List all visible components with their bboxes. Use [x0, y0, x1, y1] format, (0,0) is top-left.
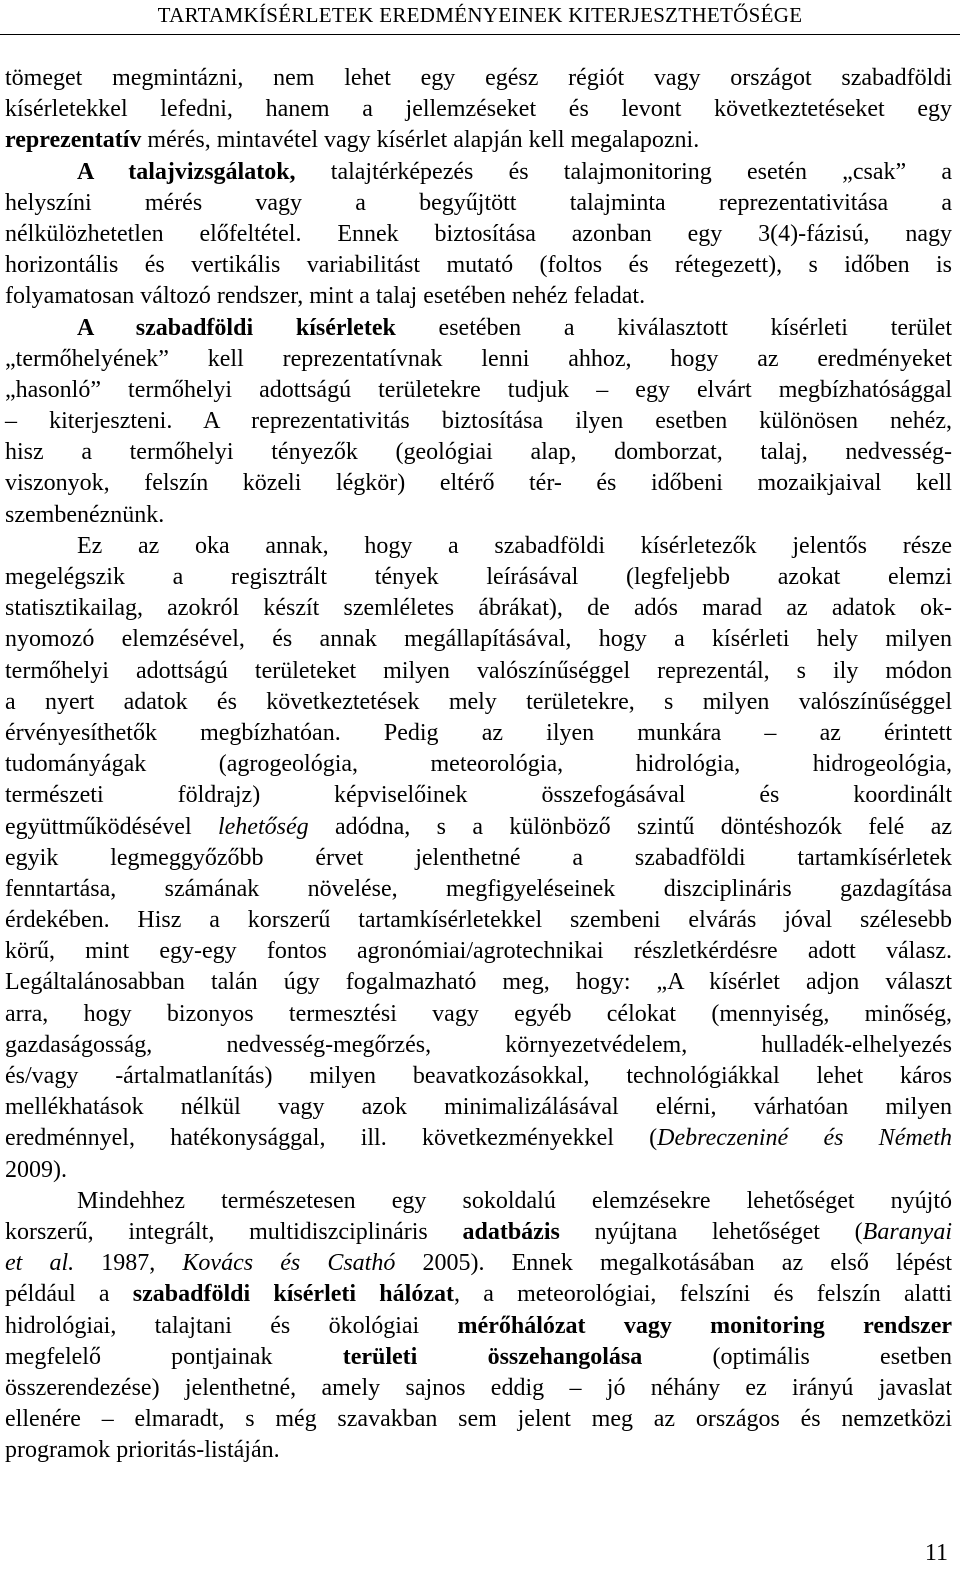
text-line: hisz a termőhelyi tényezők (geológiai alap, domborzat, talaj, nedvesség- [5, 439, 952, 466]
bold-term: A talajvizsgálatok, [77, 158, 296, 185]
text-line: gazdaságosság, nedvesség-megőrzés, környezetvédelem, hulladék-elhelyezés [5, 1031, 952, 1058]
text-line: Legáltalánosabban talán úgy fogalmazható meg, hogy: „A kísérlet adjon választ [5, 969, 952, 996]
text-line: tudományágak (agrogeológia, meteorológia, hidrológia, hidrogeológia, [5, 751, 952, 778]
running-title: TARTAMKÍSÉRLETEK EREDMÉNYEINEK KITERJESZTHETŐSÉGE [157, 3, 803, 27]
text-line: – kiterjeszteni. A reprezentativitás biztosítása ilyen esetben különösen nehéz, [5, 408, 952, 435]
text-line: „termőhelyének” kell reprezentatívnak lenni ahhoz, hogy az eredményeket [5, 345, 952, 372]
text-line: „hasonló” termőhelyi adottságú területekre tudjuk – egy elvárt megbízhatósággal [5, 376, 952, 403]
text-line: megfelelő pontjainak területi összehangolása (optimális esetben [5, 1343, 953, 1370]
text-line: helyszíni mérés vagy a begyűjtött talajminta reprezentativitása a [5, 189, 952, 216]
text-line: programok prioritás-listáján. [5, 1437, 280, 1464]
citation-etal: et al. [5, 1250, 75, 1277]
text-line: hidrológiai, talajtani és ökológiai mérőhálózat vagy monitoring rendszer [5, 1312, 952, 1339]
text-line: nélkülözhetetlen előfeltétel. Ennek biztosítása azonban egy 3(4)-fázisú, nagy [5, 220, 952, 247]
text-line: mellékhatások nélkül vagy azok minimalizálásával elérni, várhatóan milyen [5, 1094, 952, 1121]
text-line: A szabadföldi kísérletek esetében a kiválasztott kísérleti terület [77, 314, 952, 341]
text-line: termőhelyi adottságú területeket milyen valószínűséggel reprezentál, s ily módon [5, 657, 952, 684]
text-line: folyamatosan változó rendszer, mint a talaj esetében nehéz feladat. [5, 283, 646, 310]
text-line: együttműködésével lehetőség adódna, s a különböző szintű döntéshozók felé az [5, 813, 952, 840]
bold-term: mérőhálózat vagy monitoring rendszer [457, 1312, 952, 1339]
text-line: és/vagy -ártalmatlanítás) milyen beavatkozásokkal, technológiákkal lehet káros [5, 1063, 952, 1089]
text-line: korszerű, integrált, multidiszciplináris adatbázis nyújtana lehetőséget (Baranyai [5, 1218, 952, 1245]
text-line: horizontális és vertikális variabilitást mutató (foltos és rétegezett), s időben is [5, 252, 952, 279]
bold-term: adatbázis [462, 1218, 560, 1245]
text-line: fenntartása, számának növelése, megfigyeléseinek diszciplináris gazdagítása [5, 875, 952, 902]
citation-authors: Baranyai [862, 1218, 952, 1245]
text-line: összerendezése) jelenthetné, amely sajnos eddig – jó néhány ez irányú javaslat [5, 1374, 952, 1401]
text-line: eredménnyel, hatékonysággal, ill. következményekkel (Debreczeniné és Németh [5, 1125, 952, 1152]
text-line: érvényesíthetők megbízhatóan. Pedig az ilyen munkára – az érintett [5, 719, 952, 746]
text-line: körű, mint egy-egy fontos agronómiai/agrotechnikai részletkérdésre adott válasz. [5, 938, 952, 965]
text-line: érdekében. Hisz a korszerű tartamkísérletekkel szembeni elvárás jóval szélesebb [5, 907, 952, 934]
running-header [0, 0, 960, 35]
bold-term: A szabadföldi kísérletek [77, 314, 396, 341]
body-text [5, 63, 952, 1466]
text-line: szembenéznünk. [5, 501, 165, 528]
text-line: statisztikailag, azokról készít szemléletes ábrákat), de adós marad az adatok ok- [5, 595, 952, 622]
text-line: viszonyok, felszín közeli légkör) eltérő tér- és időbeni mozaikjaival kell [5, 470, 952, 497]
italic-term: lehetőség [217, 813, 309, 840]
text-line: egyik legmeggyőzőbb érvet jelenthetné a szabadföldi tartamkísérletek [5, 844, 952, 871]
text-line: A talajvizsgálatok, talajtérképezés és talajmonitoring esetén „csak” a [77, 158, 953, 185]
text-line: reprezentatív mérés, mintavétel vagy kísérlet alapján kell megalapozni. [5, 127, 700, 154]
text-line: arra, hogy bizonyos termesztési vagy egyéb célokat (mennyiség, minőség, [5, 1000, 952, 1027]
citation-authors: Debreczeniné és Németh [657, 1125, 952, 1152]
text-line: nyomozó elemzésével, és annak megállapításával, hogy a kísérleti hely milyen [5, 626, 952, 653]
text-line: természeti földrajz) képviselőinek összefogásával és koordinált [5, 782, 952, 809]
text-line: például a szabadföldi kísérleti hálózat, a meteorológiai, felszíni és felszín alatti [5, 1281, 952, 1308]
text-line: ellenére – elmaradt, s még szavakban sem jelent meg az országos és nemzetközi [5, 1406, 952, 1433]
text-line: Ez az oka annak, hogy a szabadföldi kísérletezők jelentős része [77, 532, 952, 559]
text-line: tömeget megmintázni, nem lehet egy egész régiót vagy országot szabadföldi [5, 65, 952, 91]
text-line: Mindehhez természetesen egy sokoldalú elemzésekre lehetőséget nyújtó [77, 1187, 952, 1214]
citation-authors: Kovács és Csathó [182, 1250, 396, 1277]
bold-term: szabadföldi kísérleti hálózat [132, 1281, 454, 1308]
bold-term: reprezentatív [5, 127, 142, 154]
text-line: megelégszik a regisztrált tények leírásával (legfeljebb azokat elemzi [5, 564, 952, 590]
page-number: 11 [924, 1540, 948, 1566]
text-line: et al. 1987, Kovács és Csathó 2005). Ennek megalkotásában az első lépést [5, 1250, 953, 1277]
text-line: kísérletekkel lefedni, hanem a jellemzéseket és levont következtetéseket egy [5, 96, 952, 123]
bold-term: területi összehangolása [342, 1343, 643, 1370]
text-line: a nyert adatok és következtetések mely területekre, s milyen valószínűséggel [5, 688, 952, 715]
text-line: 2009). [5, 1156, 67, 1183]
